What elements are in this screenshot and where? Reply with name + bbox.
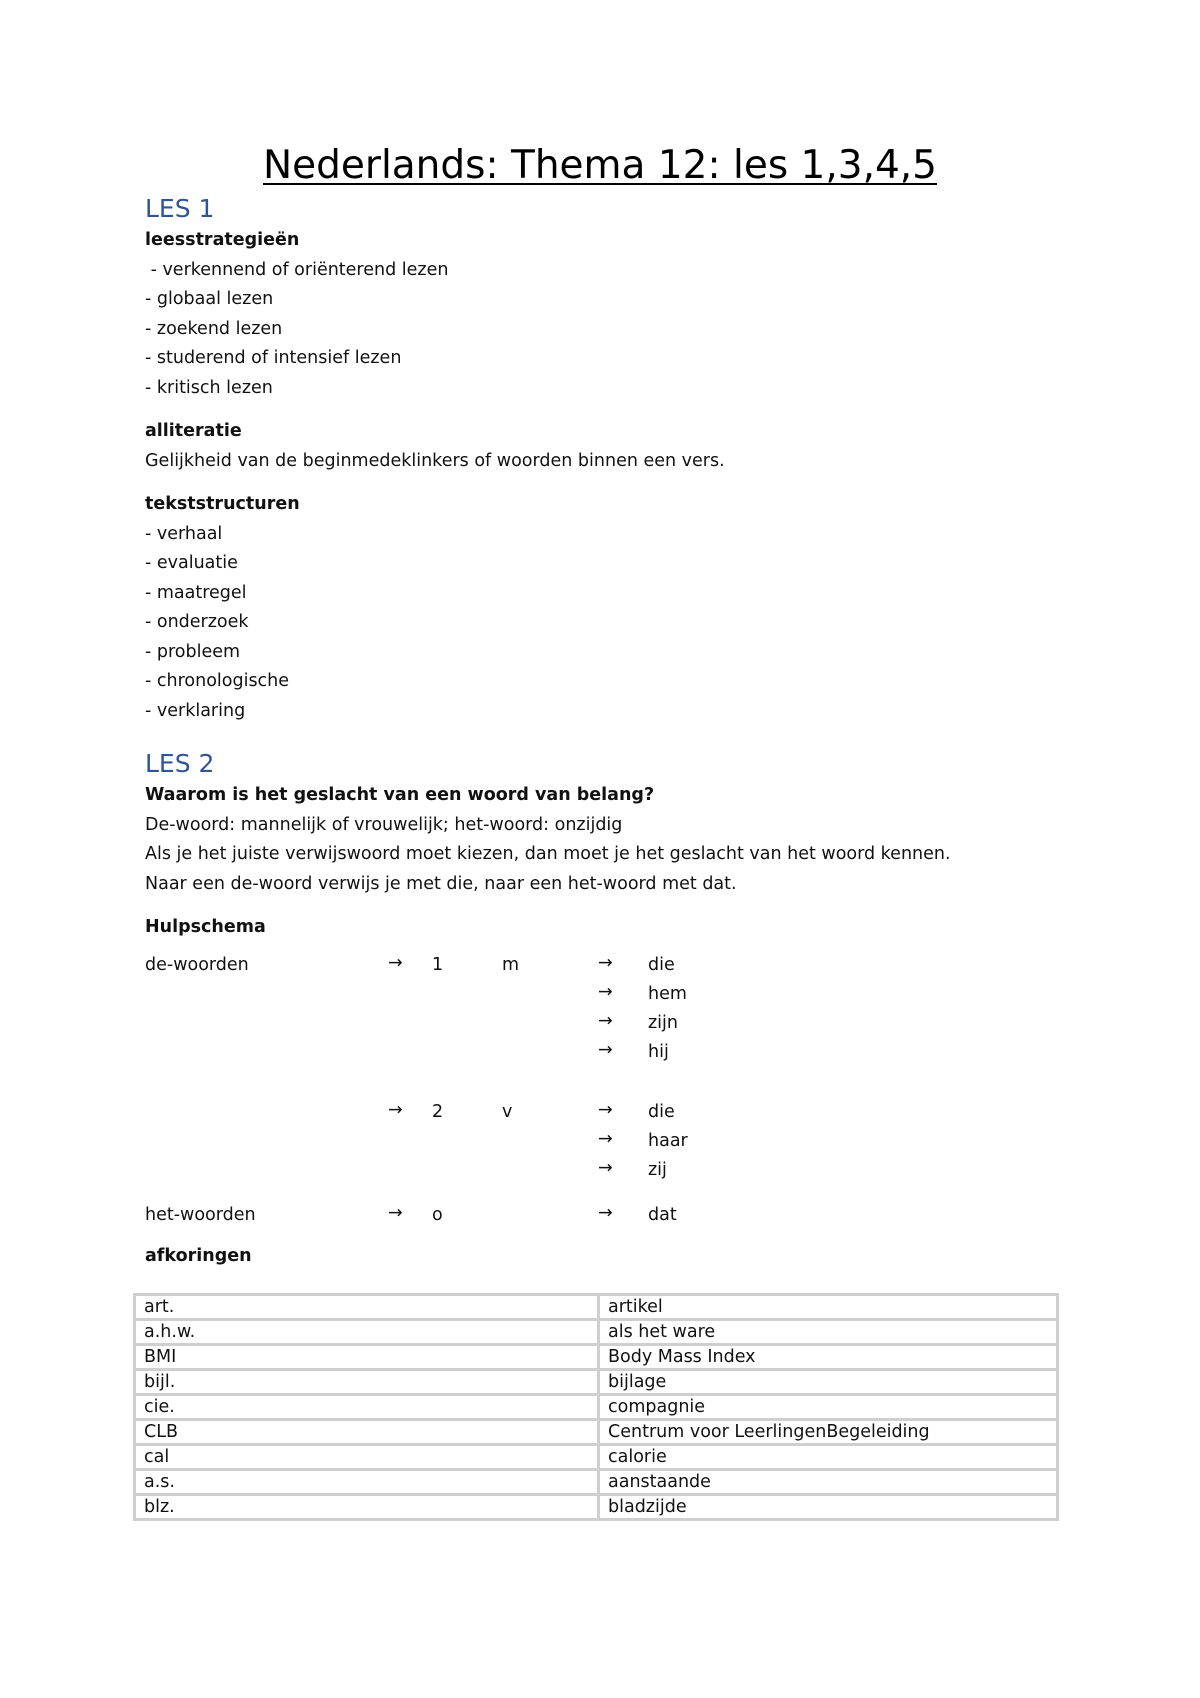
table-cell: CLB [135, 1420, 599, 1445]
schema-word: zij [648, 1160, 667, 1180]
les2-line: De-woord: mannelijk of vrouwelijk; het-woord: onzijdig [145, 814, 623, 835]
table-cell: a.h.w. [135, 1320, 599, 1345]
table-row [135, 1495, 1058, 1520]
list-item: - onderzoek [145, 612, 249, 632]
table-cell: Centrum voor LeerlingenBegeleiding [599, 1420, 1058, 1445]
leesstrategieen-label: leesstrategieën [145, 230, 300, 250]
list-item: - kritisch lezen [145, 377, 273, 398]
table-cell: bladzijde [599, 1495, 1058, 1520]
table-cell: a.s. [135, 1470, 599, 1495]
table-cell: art. [135, 1295, 599, 1320]
arrow-icon: → [598, 953, 613, 973]
hulpschema [145, 951, 1045, 1231]
table-cell: cie. [135, 1395, 599, 1420]
list-item: - verklaring [145, 700, 246, 721]
list-item: - maatregel [145, 582, 247, 603]
table-cell: aanstaande [599, 1470, 1058, 1495]
schema-word: die [648, 1102, 675, 1122]
schema-letter: o [432, 1205, 443, 1225]
arrow-icon: → [598, 1100, 613, 1120]
alliteratie-text: Gelijkheid van de beginmedeklinkers of woorden binnen een vers. [145, 450, 725, 471]
arrow-icon: → [598, 982, 613, 1002]
les2-section [145, 747, 1065, 943]
table-cell: compagnie [599, 1395, 1058, 1420]
table-cell: calorie [599, 1445, 1058, 1470]
schema-letter: m [502, 955, 520, 975]
schema-number: 1 [432, 955, 444, 975]
table-cell: BMI [135, 1345, 599, 1370]
arrow-icon: → [388, 1100, 403, 1120]
list-item: - probleem [145, 641, 241, 662]
list-item: - zoekend lezen [145, 318, 283, 339]
table-cell: Body Mass Index [599, 1345, 1058, 1370]
hulpschema-label: Hulpschema [145, 917, 266, 937]
les2-line: Als je het juiste verwijswoord moet kiezen, dan moet je het geslacht van het woord kennen. [145, 844, 951, 864]
arrow-icon: → [598, 1129, 613, 1149]
table-cell: blz. [135, 1495, 599, 1520]
table-cell: bijlage [599, 1370, 1058, 1395]
les1-heading: LES 1 [145, 194, 215, 223]
schema-word: hem [648, 984, 687, 1004]
alliteratie-label: alliteratie [145, 421, 242, 441]
table-row [135, 1470, 1058, 1495]
schema-word: zijn [648, 1013, 679, 1033]
schema-letter: v [502, 1102, 513, 1122]
het-woorden-label: het-woorden [145, 1205, 256, 1225]
schema-word: die [648, 955, 675, 975]
table-cell: cal [135, 1445, 599, 1470]
list-item: - studerend of intensief lezen [145, 348, 402, 368]
les1-section [145, 192, 1065, 726]
page-title: Nederlands: Thema 12: les 1,3,4,5 [263, 143, 937, 188]
list-item: - verhaal [145, 523, 223, 544]
schema-word: hij [648, 1042, 669, 1062]
list-item: - chronologische [145, 671, 290, 691]
table-cell: bijl. [135, 1370, 599, 1395]
table-cell: als het ware [599, 1320, 1058, 1345]
schema-word: haar [648, 1131, 688, 1151]
schema-number: 2 [432, 1102, 444, 1122]
table-row [135, 1420, 1058, 1445]
arrow-icon: → [598, 1040, 613, 1060]
list-item: - globaal lezen [145, 289, 274, 309]
table-row [135, 1370, 1058, 1395]
table-row [135, 1395, 1058, 1420]
table-row [135, 1445, 1058, 1470]
tekststructuren-label: tekststructuren [145, 494, 300, 514]
table-row [135, 1295, 1058, 1320]
de-woorden-label: de-woorden [145, 955, 249, 975]
les2-line: Naar een de-woord verwijs je met die, naar een het-woord met dat. [145, 873, 737, 894]
abbreviations-table [133, 1293, 1059, 1521]
list-item: - verkennend of oriënterend lezen [145, 259, 449, 280]
table-row [135, 1320, 1058, 1345]
arrow-icon: → [388, 953, 403, 973]
list-item: - evaluatie [145, 553, 238, 573]
afkoringen-label: afkoringen [145, 1246, 252, 1266]
arrow-icon: → [598, 1203, 613, 1223]
les2-heading: LES 2 [145, 749, 215, 778]
schema-word: dat [648, 1205, 677, 1225]
arrow-icon: → [598, 1011, 613, 1031]
table-row [135, 1345, 1058, 1370]
arrow-icon: → [388, 1203, 403, 1223]
les2-question: Waarom is het geslacht van een woord van belang? [145, 785, 655, 805]
arrow-icon: → [598, 1158, 613, 1178]
table-cell: artikel [599, 1295, 1058, 1320]
